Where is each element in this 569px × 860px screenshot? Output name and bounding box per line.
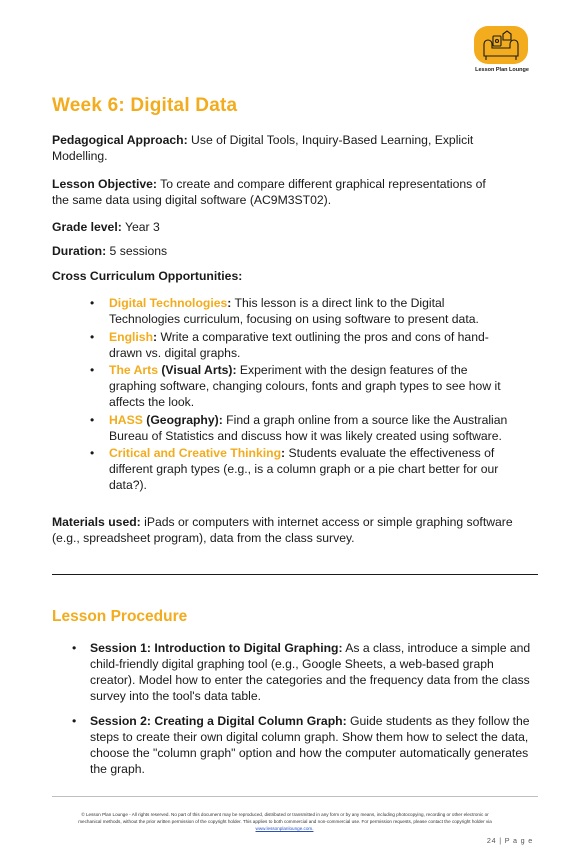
section-divider (52, 574, 538, 575)
cross-heading-text: Cross Curriculum Opportunities: (52, 269, 243, 283)
list-item (88, 445, 514, 493)
footer-copyright-line2: mechanical methods, without the prior written permission of the copyright holder. This applies to both commercial and non-commercial use. For permission requests, please contact the copyright holder via (78, 819, 492, 824)
cc-text: Write a comparative text outlining the pros and cons of hand-drawn vs. digital graphs. (109, 329, 489, 360)
cross-curriculum-list (88, 295, 514, 495)
list-item (70, 713, 540, 777)
cc-text: This lesson is a direct link to the Digital Technologies curriculum, focusing on using software to present data. (109, 296, 479, 326)
grade-label: Grade level: (52, 220, 122, 234)
grade-text: Year 3 (121, 220, 160, 234)
list-item (70, 640, 540, 704)
list-item (88, 295, 514, 327)
cc-suffix: (Visual Arts): (157, 363, 237, 377)
lesson-objective (52, 176, 502, 208)
footer-divider (52, 796, 538, 797)
footer-website-link[interactable]: www.lessonplanlounge.com. (255, 826, 314, 831)
session-label: Session 1: Introduction to Digital Graphing: (90, 641, 343, 655)
bullet-icon: • (90, 446, 95, 460)
session-text: As a class, introduce a simple and child-friendly digital graphing tool (e.g., Google Sheets, a web-based graph creator). Model how to enter the categories and the frequency data from the class survey into the tool's data table. (90, 641, 531, 703)
page-number-value: 24 (486, 836, 497, 845)
materials-label: Materials used: (52, 515, 141, 529)
pedagogical-approach (52, 132, 502, 164)
objective-text: To create and compare different graphical representations of the same data using digital software (AC9M3ST02). (52, 177, 486, 207)
grade-level (52, 219, 502, 235)
cc-suffix: : (227, 296, 232, 310)
procedure-list (70, 640, 540, 786)
session-label: Session 2: Creating a Digital Column Graph: (90, 714, 347, 728)
materials-text: iPads or computers with internet access or simple graphing software (e.g., spreadsheet program), data from the class survey. (52, 515, 513, 545)
bullet-icon: • (90, 363, 95, 377)
page-number (487, 836, 533, 845)
bullet-icon: • (90, 412, 95, 427)
materials-used (52, 514, 522, 546)
cc-label: The Arts (109, 363, 158, 377)
footer-copyright-line1: © Lesson Plan Lounge - All rights reserved. No part of this document may be reproduced, distributed or transmitted in any form or by any means, including photocopying, recording or other electronic or (81, 812, 489, 817)
cc-suffix: : (281, 446, 286, 460)
objective-label: Lesson Objective: (52, 177, 157, 191)
cc-text: Find a graph online from a source like the Australian Bureau of Statistics and discuss how it was likely created using software. (109, 412, 508, 443)
cc-text: Students evaluate the effectiveness of different graph types (e.g., is a column graph or a pie chart better for our data?). (109, 446, 499, 492)
list-item (88, 412, 514, 444)
bullet-icon: • (90, 296, 95, 310)
cc-label: English (109, 329, 154, 344)
logo-caption: Lesson Plan Lounge (475, 67, 529, 73)
bullet-icon: • (72, 714, 77, 728)
duration (52, 243, 502, 259)
approach-text: Use of Digital Tools, Inquiry-Based Learning, Explicit Modelling. (52, 133, 474, 163)
procedure-heading: Lesson Procedure (52, 608, 188, 625)
duration-label: Duration: (52, 244, 107, 258)
bullet-icon: • (90, 329, 95, 344)
cross-curriculum-heading (52, 268, 502, 284)
session-text: Guide students as they follow the steps to create their own digital column graph. Show them how to select the data, choose the "column graph" option and how the computer automatically generates the graph. (90, 714, 530, 776)
cc-label: Critical and Creative Thinking (109, 446, 282, 460)
cc-suffix: : (153, 329, 158, 344)
approach-label: Pedagogical Approach: (52, 133, 188, 147)
cc-label: HASS (109, 412, 143, 427)
cc-suffix: (Geography): (142, 412, 223, 427)
list-item (88, 362, 514, 410)
page-title: Week 6: Digital Data (52, 95, 238, 116)
page-label: | P a g e (499, 836, 533, 845)
list-item (88, 329, 514, 361)
cc-label: Digital Technologies (109, 296, 228, 310)
cc-text: Experiment with the design features of the graphing software, changing colours, fonts and graph types to see how it affects the look. (109, 363, 501, 409)
duration-text: 5 sessions (106, 244, 168, 258)
bullet-icon: • (72, 641, 77, 655)
